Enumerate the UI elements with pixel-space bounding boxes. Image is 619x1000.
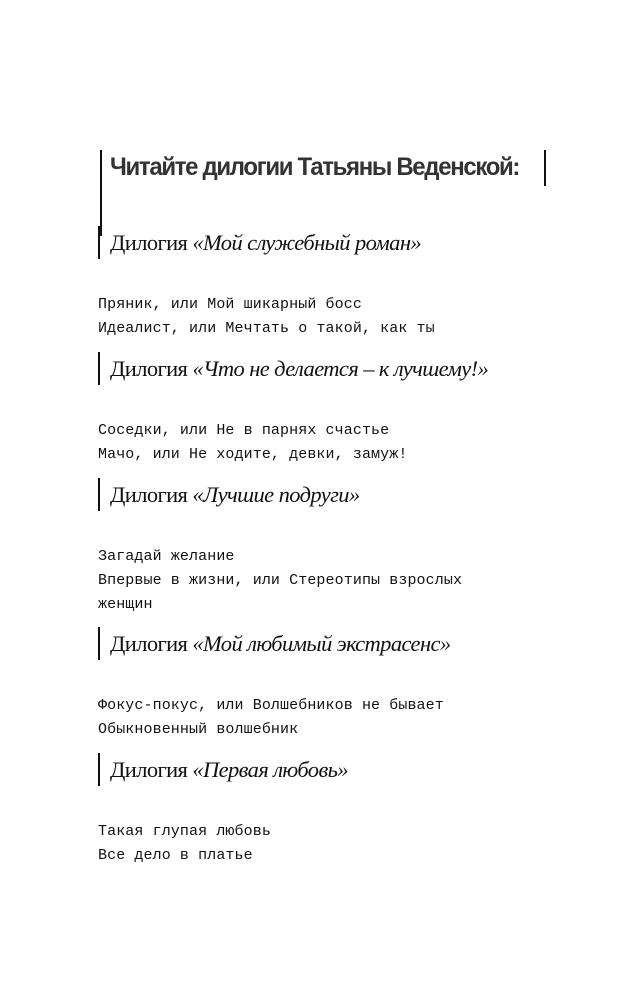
book-title: Мачо, или Не ходите, девки, замуж! <box>98 446 408 463</box>
dilogy-name: «Первая любовь» <box>192 757 348 782</box>
heading-text: Читайте дилогии Татьяны Веденской: <box>110 153 520 181</box>
dilogy-title <box>98 226 578 259</box>
dilogy-section <box>98 352 578 467</box>
dilogy-section <box>98 226 578 341</box>
dilogy-name: «Что не делается – к лучшему!» <box>192 356 489 381</box>
dilogy-title <box>98 753 578 786</box>
book-title: Идеалист, или Мечтать о такой, как ты <box>98 320 435 337</box>
book-title: Загадай желание <box>98 548 235 565</box>
book-title: Впервые в жизни, или Стереотипы взрослых женщин <box>98 572 463 613</box>
dilogy-name: «Мой любимый экстрасенс» <box>192 631 451 656</box>
dilogy-name: «Мой служебный роман» <box>192 230 422 255</box>
book-list <box>98 694 578 742</box>
book-list <box>98 820 578 868</box>
heading-end-bar <box>544 150 546 186</box>
dilogy-section <box>98 478 578 617</box>
dilogy-section <box>98 627 578 742</box>
dilogy-prefix: Дилогия <box>110 757 188 782</box>
book-list <box>98 419 578 467</box>
book-title: Все дело в платье <box>98 847 253 864</box>
book-title: Пряник, или Мой шикарный босс <box>98 296 362 313</box>
page-heading <box>100 150 546 236</box>
book-title: Обыкновенный волшебник <box>98 721 299 738</box>
book-title: Соседки, или Не в парнях счастье <box>98 422 390 439</box>
dilogy-name: «Лучшие подруги» <box>192 482 360 507</box>
dilogy-prefix: Дилогия <box>110 482 188 507</box>
dilogy-section <box>98 753 578 868</box>
dilogy-prefix: Дилогия <box>110 631 188 656</box>
book-title: Такая глупая любовь <box>98 823 271 840</box>
dilogy-prefix: Дилогия <box>110 356 188 381</box>
book-title: Фокус-покус, или Волшебников не бывает <box>98 697 444 714</box>
dilogy-title <box>98 478 578 511</box>
dilogy-title <box>98 352 578 385</box>
book-list <box>98 545 578 617</box>
book-list <box>98 293 578 341</box>
dilogy-title <box>98 627 578 660</box>
dilogy-prefix: Дилогия <box>110 230 188 255</box>
